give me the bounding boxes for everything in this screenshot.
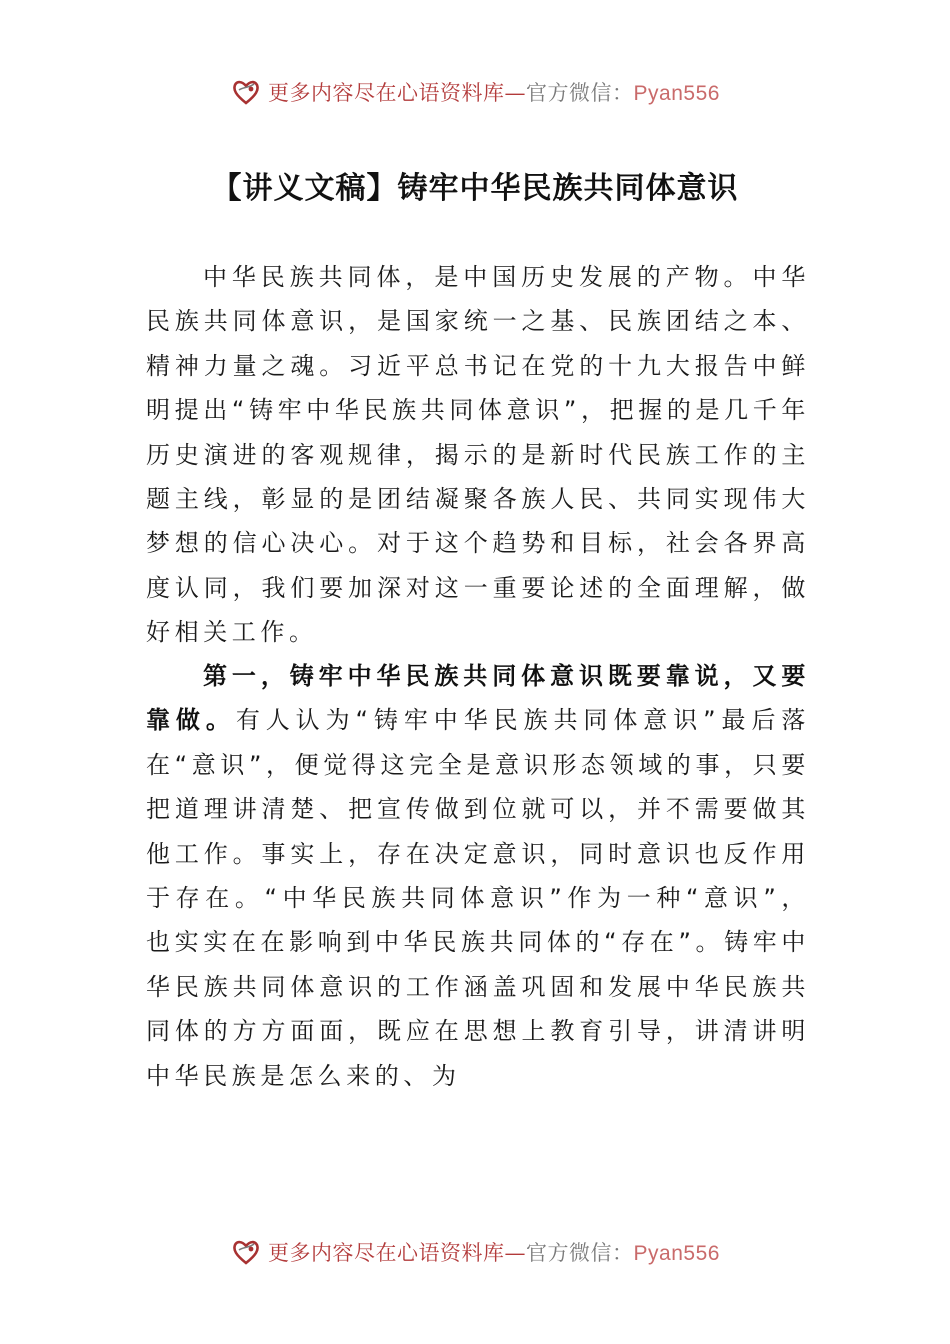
paragraph-intro — [146, 255, 810, 655]
header-wechat-label: 官方微信： — [526, 81, 634, 105]
footer-wechat-id: Pyan556 — [633, 1242, 720, 1265]
footer-banner-text: 更多内容尽在心语资料库— — [268, 1241, 527, 1265]
footer-banner — [0, 1232, 950, 1272]
paragraph-first-point-lead: 第一，铸牢中华民族共同体意识既要靠说，又要靠做。 — [146, 662, 810, 735]
paragraph-intro-text: 中华民族共同体，是中国历史发展的产物。中华民族共同体意识，是国家统一之基、民族团结之本、精神力量之魂。习近平总书记在党的十九大报告中鲜明提出“铸牢中华民族共同体意识”，把握的是几千年历史演进的客观规律，揭示的是新时代民族工作的主题主线，彰显的是团结凝聚各族人民、共同实现伟大梦想的信心决心。对于这个趋势和目标，社会各界高度认同，我们要加深对这一重要论述的全面理解，做好相关工作。 — [146, 263, 810, 647]
heart-brush-logo-icon — [230, 1236, 262, 1268]
header-banner — [0, 72, 950, 112]
heart-brush-logo-icon — [230, 76, 262, 108]
header-banner-text: 更多内容尽在心语资料库— — [268, 81, 527, 105]
footer-wechat-label: 官方微信： — [526, 1241, 634, 1265]
paragraph-first-point — [146, 654, 810, 1098]
paragraph-first-point-text: 有人认为“铸牢中华民族共同体意识”最后落在“意识”，便觉得这完全是意识形态领域的事，只要把道理讲清楚、把宣传做到位就可以，并不需要做其他工作。事实上，存在决定意识，同时意识也反作用于存在。“中华民族共同体意识”作为一种“意识”，也实实在在影响到中华民族共同体的“存在”。铸牢中华民族共同体意识的工作涵盖巩固和发展中华民族共同体的方方面面，既应在思想上教育引导，讲清讲明中华民族是怎么来的、为 — [146, 706, 810, 1090]
header-wechat-id: Pyan556 — [633, 82, 720, 105]
document-title: 【讲义文稿】铸牢中华民族共同体意识 — [211, 171, 739, 206]
